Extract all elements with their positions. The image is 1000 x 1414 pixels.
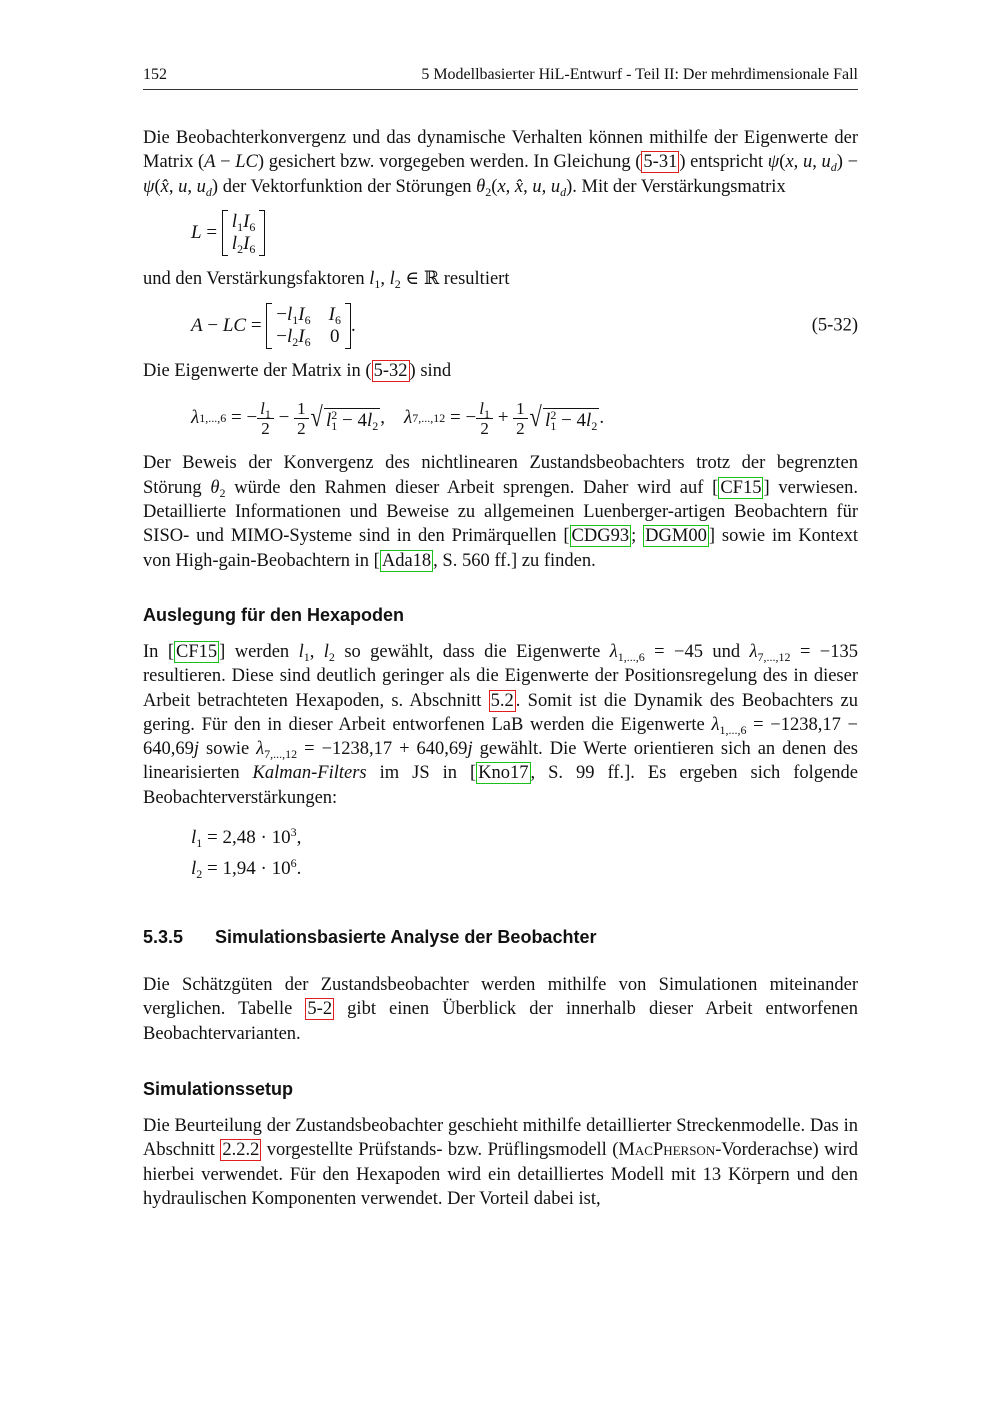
subheading-hexapod: Auslegung für den Hexapoden (143, 604, 405, 625)
paragraph-gain-factors: und den Verstärkungsfaktoren $l_1$, $l_2$ ∈ ℝ resultiert (143, 268, 510, 291)
cite-Kno17[interactable]: Kno17 (478, 763, 529, 784)
equation-eigenvalues: λ 1,...,6 = − $\frac{l_1}{2}$ − $\frac{1}{2}$ √ $l_1^2 - 4l_2$ , λ 7,...,12 = − $\frac{l_1}{2}$ + $\frac{1}{2}$ √ $l_1^2 - 4l_2$ . (191, 398, 605, 438)
equation-gain-matrix: L = $l_1I_6$ $l_2I_6$ (191, 207, 858, 259)
observer-gains (191, 822, 858, 884)
gain-l2: $l_2 = 1,94 \cdot 10^6$. (191, 856, 302, 882)
cite-DGM00[interactable]: DGM00 (645, 526, 707, 547)
cite-CF15-2[interactable]: CF15 (176, 641, 218, 662)
section-heading-5-3-5 (143, 926, 858, 948)
running-title: 5 Modellbasierter HiL-Entwurf - Teil II: Der mehrdimensionale Fall (421, 66, 858, 83)
page-number: 152 (143, 66, 167, 83)
section-number: 5.3.5 (143, 927, 184, 948)
section-ref-5-2[interactable]: 5.2 (490, 690, 514, 711)
section-ref-2-2-2[interactable]: 2.2.2 (222, 1140, 260, 1161)
subheading-simulation-setup: Simulationssetup (143, 1078, 294, 1099)
gain-l1: $l_1 = 2,48 \cdot 10^3$, (191, 825, 302, 851)
section-title: Simulationsbasierte Analyse der Beobachter (215, 927, 597, 948)
page (143, 64, 858, 1211)
eq-ref-5-32[interactable]: 5-32 (373, 361, 408, 382)
running-header (143, 64, 858, 90)
cite-CF15[interactable]: CF15 (720, 477, 762, 498)
cite-Ada18[interactable]: Ada18 (381, 550, 432, 571)
paragraph-eigenvalues-intro: Die Eigenwerte der Matrix in ( 5-32 ) sind (143, 361, 452, 382)
equation-number: (5-32) (811, 315, 858, 336)
paragraph-observer-convergence: Die Beobachterkonvergenz und das dynamische Verhalten können mithilfe der Eigenwerte der Matrix (A − LC) gesichert bzw. vorgegeben werden. In Gleichung ( 5-31 ) entspricht ψ(x, u, $u_d$) − ψ(x̂, u, $u_d$) der Vektorfunktion der Störungen $\theta_2(x$, x̂, u, $u_d$). Mit der Verstärkungsmatrix (143, 128, 859, 199)
equation-5-32: A − LC = $-l_1I_6$ $I_6$ $-l_2I_6$ 0 . (5-32) (191, 304, 858, 350)
eq-ref-5-31[interactable]: 5-31 (643, 152, 678, 173)
paragraph-simulation-comparison: Die Schätzgüten der Zustandsbeobachter werden mithilfe von Simulationen miteinander verglichen. Tabelle 5-2 gibt einen Überblick der innerhalb dieser Arbeit entworfenen Beobachtervarianten. (143, 975, 859, 1044)
cite-CDG93[interactable]: CDG93 (571, 526, 630, 547)
matrix-L: $l_1I_6$ $l_2I_6$ (222, 210, 266, 256)
paragraph-hexapod-design: In [ CF15 ] werden $l_1$, $l_2$ so gewählt, dass die Eigenwerte $\lambda_{1,...,6} = -45$ und $\lambda_{7,...,12} = -135$ resultieren. Diese sind deutlich geringer als die Eigenwerte der Positionsregelung des in dieser Arbeit betrachteten Hexapoden, s. Abschnitt 5.2 . Somit ist die Dynamik des Beobachters zu gering. Für den in dieser Arbeit entworfenen LaB werden die Eigenwerte $\lambda_{1,...,6} = -1238,17 - 640,69j$ sowie $\lambda_{7,...,12} = -1238,17 + 640,69j$ gewählt. Die Werte orientieren sich an denen des linearisierten Kalman-Filters im JS in [ Kno17 , S. 99 ff.]. Es ergeben sich folgende Beobachterverstärkungen: (143, 641, 859, 808)
paragraph-convergence-proof: Der Beweis der Konvergenz des nichtlinearen Zustandsbeobachters trotz der begrenzten Störung $\theta_2$ würde den Rahmen dieser Arbeit sprengen. Daher wird auf [ CF15 ] verwiesen. Detaillierte Informationen und Beweise zu allgemeinen Luenberger-artigen Beobachtern für SISO- und MIMO-Systeme sind in den Primärquellen [ CDG93 ; DGM00 ] sowie im Kontext von High-gain-Beobachtern in [ Ada18 , S. 560 ff.] zu finden. (143, 453, 859, 571)
matrix-A-LC: $-l_1I_6$ $I_6$ $-l_2I_6$ 0 (266, 303, 351, 349)
paragraph-simulation-setup: Die Beurteilung der Zustandsbeobachter geschieht mithilfe detaillierter Streckenmodelle. Das in Abschnitt 2.2.2 vorgestellte Prüfstands- bzw. Prüflingsmodell (MacPherson-Vorderachse) wird hierbei verwendet. Für den Hexapoden wird ein detailliertes Modell mit 13 Körpern und den hydraulischen Komponenten verwendet. Der Vorteil dabei ist, (143, 1115, 858, 1209)
table-ref-5-2[interactable]: 5-2 (307, 999, 333, 1020)
